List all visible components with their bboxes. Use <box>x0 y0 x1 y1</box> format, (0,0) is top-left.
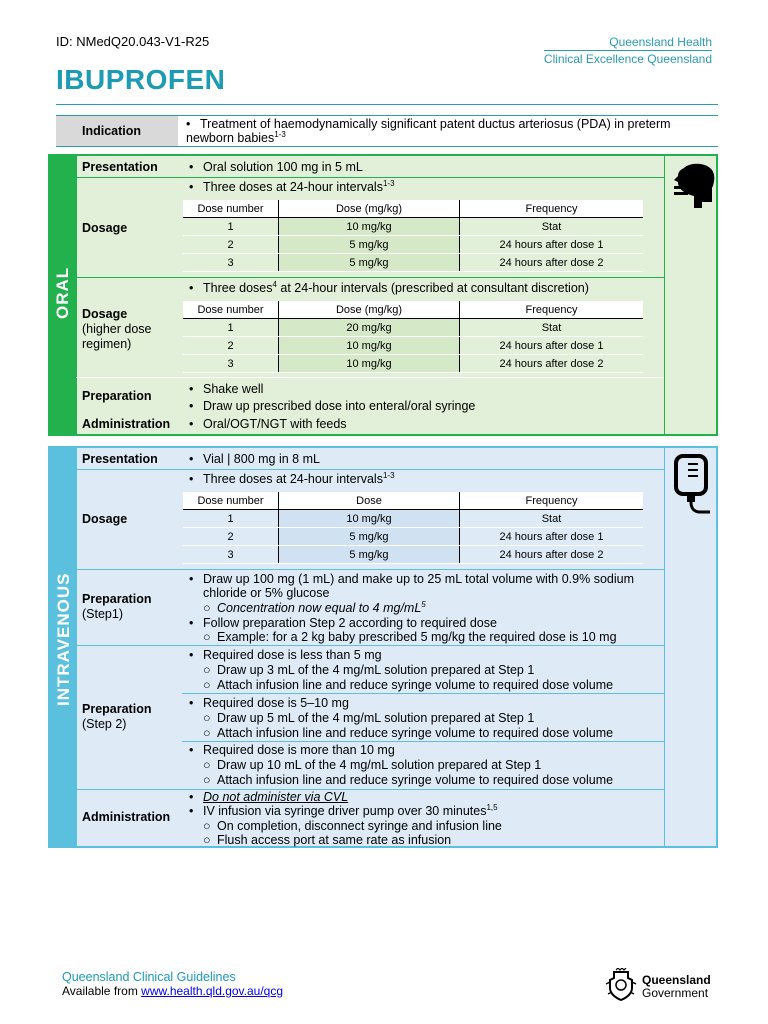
oral-administration-value: Oral/OGT/NGT with feeds <box>203 417 347 431</box>
iv-prep2-head-text: Required dose is less than 5 mg <box>203 648 382 662</box>
iv-prep2-sub-text: Draw up 10 mL of the 4 mg/mL solution prepared at Step 1 <box>217 758 542 772</box>
table-cell: 1 <box>183 218 279 236</box>
table-header-row <box>183 492 643 510</box>
oral-dosage-ref: 1-3 <box>382 178 395 188</box>
table-cell: 2 <box>183 337 279 355</box>
table-cell: 5 mg/kg <box>279 254 460 272</box>
iv-sidebar <box>48 446 76 848</box>
iv-prep2-sub-item: ○ Attach infusion line and reduce syringe volume to required dose volume <box>203 773 614 787</box>
iv-prep2-group-head: • Required dose is 5–10 mg <box>189 696 349 710</box>
iv-prep2-head-text: Required dose is 5–10 mg <box>203 696 349 710</box>
org-header <box>544 34 712 67</box>
iv-prep2-sub: (Step 2) <box>82 717 127 731</box>
table-row <box>183 337 643 355</box>
government-logo-text <box>642 974 711 1000</box>
iv-dosage-value: Three doses at 24-hour intervals <box>203 472 383 486</box>
oral-side-label: ORAL <box>53 266 72 319</box>
indication-text: • Treatment of haemodynamically significant patent ductus arteriosus (PDA) in preterm newborn babies$^{1-3}$ <box>186 117 671 145</box>
indication-label: Indication <box>56 116 178 146</box>
table-cell: 24 hours after dose 2 <box>460 546 644 564</box>
gov-label: Government <box>642 986 709 1000</box>
iv-dosage-text: • Three doses at 24-hour intervals$^{1-3}$ <box>189 470 395 486</box>
indication-ref: 1-3 <box>274 129 286 139</box>
oral-prep-text: Draw up prescribed dose into enteral/oral syringe <box>203 399 476 413</box>
table-header-cell: Dose number <box>183 200 279 218</box>
iv-presentation-label: Presentation <box>82 452 158 466</box>
mouth-head-icon <box>672 162 716 210</box>
iv-prep2-title: Preparation <box>82 702 152 716</box>
oral-dosage-label: Dosage <box>82 221 128 235</box>
table-cell: 3 <box>183 546 279 564</box>
table-row <box>183 510 643 528</box>
table-cell: 10 mg/kg <box>279 218 460 236</box>
table-row <box>183 546 643 564</box>
table-row <box>183 218 643 236</box>
oral-dose-table <box>183 200 643 272</box>
table-cell: 24 hours after dose 2 <box>460 254 644 272</box>
iv-admin-a-text: Do not administer via CVL <box>203 790 349 804</box>
oral-dosage-value: Three doses at 24-hour intervals <box>203 180 383 194</box>
table-header-cell: Dose (mg/kg) <box>279 200 460 218</box>
iv-admin-sub: ○ On completion, disconnect syringe and infusion line <box>203 819 502 833</box>
footer-org: Queensland Clinical Guidelines <box>62 970 236 984</box>
iv-prep2-head-text: Required dose is more than 10 mg <box>203 743 395 757</box>
table-header-cell: Dose (mg/kg) <box>279 301 460 319</box>
iv-admin-a: • Do not administer via CVL <box>189 790 349 804</box>
iv-prep2-label <box>82 702 151 732</box>
iv-prep1-title: Preparation <box>82 592 152 606</box>
table-cell: 10 mg/kg <box>279 510 460 528</box>
iv-dosage-label: Dosage <box>82 512 128 526</box>
iv-prep1-b-sub: ○ Example: for a 2 kg baby prescribed 5 mg/kg the required dose is 10 mg <box>203 630 617 644</box>
table-cell: 24 hours after dose 1 <box>460 236 644 254</box>
iv-dosage-ref: 1-3 <box>382 470 395 480</box>
table-row <box>183 319 643 337</box>
table-cell: 3 <box>183 254 279 272</box>
table-cell: 24 hours after dose 2 <box>460 355 644 373</box>
iv-admin-b-ref: 1,5 <box>486 802 498 812</box>
iv-admin-b-text: IV infusion via syringe driver pump over 30 minutes <box>203 804 487 818</box>
table-cell: 10 mg/kg <box>279 337 460 355</box>
table-header-cell: Frequency <box>460 492 644 510</box>
table-header-cell: Dose number <box>183 301 279 319</box>
oral-high-text-a: Three doses <box>203 281 273 295</box>
iv-prep2-sub-item: ○ Draw up 10 mL of the 4 mg/mL solution prepared at Step 1 <box>203 758 542 772</box>
oral-dosage-text: • Three doses at 24-hour intervals$^{1-3}$ <box>189 178 395 194</box>
document-id: ID: NMedQ20.043-V1-R25 <box>56 34 210 49</box>
oral-sidebar <box>48 154 76 436</box>
iv-prep1-b-text: Follow preparation Step 2 according to required dose <box>203 616 497 630</box>
iv-prep1-a-text: Draw up 100 mg (1 mL) and make up to 25 mL total volume with 0.9% sodium chloride or 5% glucose <box>203 572 634 600</box>
iv-admin-b: • IV infusion via syringe driver pump over 30 minutes$^{1,5}$ <box>189 802 498 818</box>
iv-admin-sub-text: Flush access port at same rate as infusion <box>217 833 452 847</box>
iv-prep2-group-head: • Required dose is less than 5 mg <box>189 648 382 662</box>
footer-link[interactable]: www.health.qld.gov.au/qcg <box>141 984 284 998</box>
oral-prep-item: • Shake well <box>189 382 264 396</box>
iv-presentation: • Vial | 800 mg in 8 mL <box>189 452 320 466</box>
oral-administration-label: Administration <box>82 417 171 431</box>
oral-administration: • Oral/OGT/NGT with feeds <box>189 417 347 431</box>
table-cell: 2 <box>183 236 279 254</box>
iv-presentation-value: Vial | 800 mg in 8 mL <box>203 452 320 466</box>
table-header-cell: Dose <box>279 492 460 510</box>
queensland-crest-icon <box>604 968 638 1002</box>
oral-high-dose-table <box>183 301 643 373</box>
iv-prep2-sub-item: ○ Draw up 3 mL of the 4 mg/mL solution prepared at Step 1 <box>203 663 535 677</box>
table-cell: 1 <box>183 319 279 337</box>
iv-prep1-a: • Draw up 100 mg (1 mL) and make up to 25 mL total volume with 0.9% sodium chloride or 5% glucose <box>189 572 634 600</box>
table-cell: 5 mg/kg <box>279 236 460 254</box>
oral-high-dosage-text: • Three doses$^4$ at 24-hour intervals (prescribed at consultant discretion) <box>189 279 589 295</box>
table-cell: 3 <box>183 355 279 373</box>
table-cell: Stat <box>460 510 644 528</box>
oral-presentation-label: Presentation <box>82 160 158 174</box>
org-name: Queensland Health <box>544 34 712 51</box>
iv-dose-table <box>183 492 643 564</box>
iv-prep2-sub-item: ○ Attach infusion line and reduce syringe volume to required dose volume <box>203 678 614 692</box>
table-cell: 24 hours after dose 1 <box>460 528 644 546</box>
iv-admin-sub-text: On completion, disconnect syringe and infusion line <box>217 819 502 833</box>
iv-prep2-sub-text: Draw up 3 mL of the 4 mg/mL solution prepared at Step 1 <box>217 663 535 677</box>
iv-prep2-sub-item: ○ Attach infusion line and reduce syringe volume to required dose volume <box>203 726 614 740</box>
table-cell: 10 mg/kg <box>279 355 460 373</box>
table-cell: 5 mg/kg <box>279 546 460 564</box>
oral-high-text-b: at 24-hour intervals (prescribed at consultant discretion) <box>276 281 589 295</box>
table-cell: 24 hours after dose 1 <box>460 337 644 355</box>
table-cell: 2 <box>183 528 279 546</box>
iv-prep1-sub: (Step1) <box>82 607 123 621</box>
table-header-cell: Frequency <box>460 301 644 319</box>
table-row <box>183 355 643 373</box>
iv-administration-label: Administration <box>82 810 171 824</box>
iv-prep2-sub-text: Draw up 5 mL of the 4 mg/mL solution prepared at Step 1 <box>217 711 535 725</box>
iv-prep1-label <box>82 592 151 622</box>
indication-row <box>56 115 718 147</box>
table-header-row <box>183 200 643 218</box>
iv-prep2-sub-item: ○ Draw up 5 mL of the 4 mg/mL solution prepared at Step 1 <box>203 711 535 725</box>
oral-high-dosage-label <box>82 307 172 352</box>
table-cell: Stat <box>460 218 644 236</box>
org-division: Clinical Excellence Queensland <box>543 52 712 66</box>
oral-prep-text: Shake well <box>203 382 264 396</box>
iv-prep2-sub-text: Attach infusion line and reduce syringe volume to required dose volume <box>217 678 614 692</box>
oral-presentation-value: Oral solution 100 mg in 5 mL <box>203 160 363 174</box>
iv-prep2-sub-text: Attach infusion line and reduce syringe volume to required dose volume <box>217 773 614 787</box>
oral-high-dosage-title: Dosage <box>82 307 128 321</box>
oral-presentation: • Oral solution 100 mg in 5 mL <box>189 160 363 174</box>
table-cell: 20 mg/kg <box>279 319 460 337</box>
oral-high-ref: 4 <box>272 279 277 289</box>
iv-bag-icon <box>672 452 714 518</box>
indication-value: Treatment of haemodynamically significant patent ductus arteriosus (PDA) in preterm newborn babies <box>186 117 671 145</box>
iv-prep1-a-sub-text: Concentration now equal to 4 mg/mL <box>217 601 422 615</box>
iv-side-label: INTRAVENOUS <box>54 572 73 706</box>
iv-prep2-group-head: • Required dose is more than 10 mg <box>189 743 395 757</box>
title-divider <box>56 104 718 105</box>
iv-prep1-b-sub-text: Example: for a 2 kg baby prescribed 5 mg/kg the required dose is 10 mg <box>217 630 617 644</box>
iv-admin-sub: ○ Flush access port at same rate as infusion <box>203 833 452 847</box>
oral-prep-item: • Draw up prescribed dose into enteral/oral syringe <box>189 399 476 413</box>
gov-name: Queensland <box>642 973 711 987</box>
table-header-cell: Dose number <box>183 492 279 510</box>
table-cell: 5 mg/kg <box>279 528 460 546</box>
table-header-cell: Frequency <box>460 200 644 218</box>
iv-prep2-sub-text: Attach infusion line and reduce syringe volume to required dose volume <box>217 726 614 740</box>
iv-prep1-b: • Follow preparation Step 2 according to required dose <box>189 616 497 630</box>
oral-preparation-label: Preparation <box>82 389 152 403</box>
table-cell: Stat <box>460 319 644 337</box>
oral-high-dosage-sub: (higher dose regimen) <box>82 322 152 351</box>
footer-available-text: Available from <box>62 984 142 998</box>
iv-prep1-a-sub: ○ Concentration now equal to 4 $mg/mL^5$ <box>203 599 426 615</box>
table-row <box>183 236 643 254</box>
table-header-row <box>183 301 643 319</box>
footer-availability <box>62 984 283 998</box>
table-cell: 1 <box>183 510 279 528</box>
table-row <box>183 528 643 546</box>
page-title: IBUPROFEN <box>56 64 226 95</box>
iv-prep1-a-sub-ref: 5 <box>421 599 426 609</box>
table-row <box>183 254 643 272</box>
